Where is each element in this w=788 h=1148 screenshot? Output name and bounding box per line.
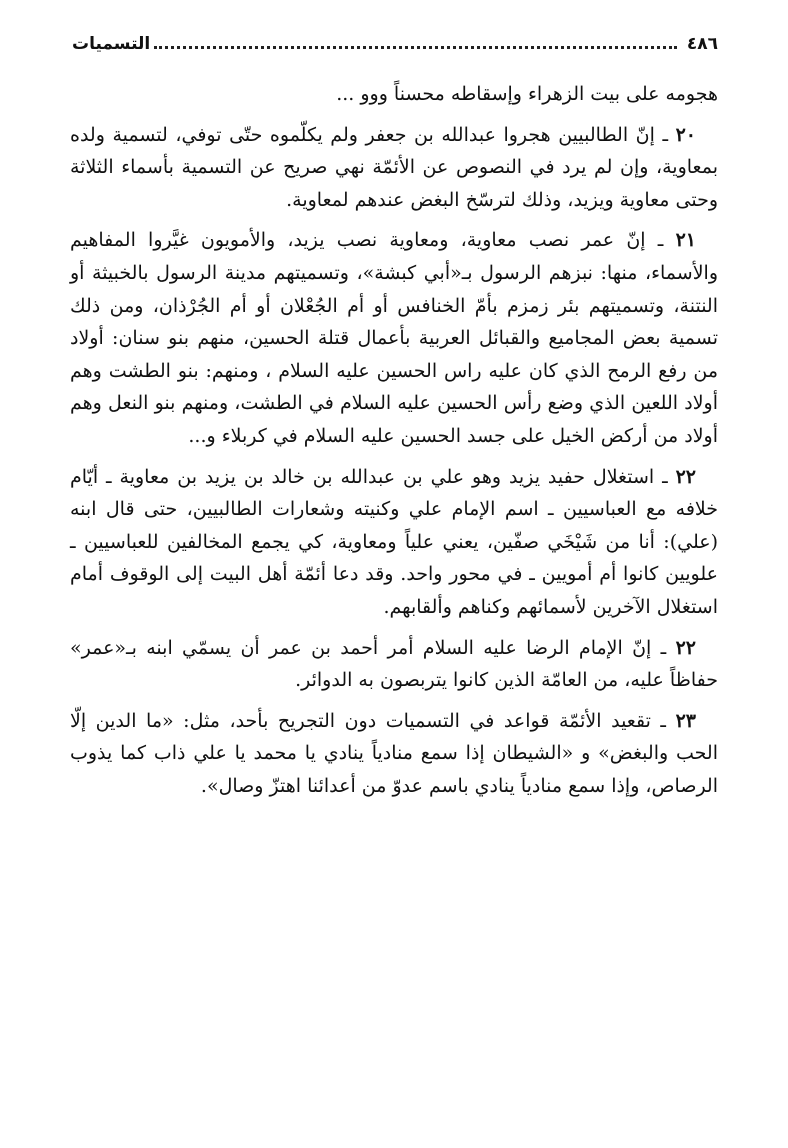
item-number: ٢٠ (675, 123, 696, 146)
paragraph-text: ـ تقعيد الأئمّة قواعد في التسميات دون التجريح بأحد، مثل: «ما الدين إلّا الحب والبغض» و «الشيطان إذا سمع منادياً ينادي يا محمد يا علي ذاب كما يذوب الرصاص، وإذا سمع منادياً ينادي باسم عدوّ من أعدائنا اهتزّ وصال». (70, 709, 718, 797)
item-number: ٢١ (675, 229, 696, 252)
item-number: ٢٣ (675, 709, 696, 732)
paragraph-item (70, 119, 718, 217)
paragraph-text: ـ إنّ عمر نصب معاوية، ومعاوية نصب يزيد، والأمويون غيَّروا المفاهيم والأسماء، منها: نبزهم الرسول بـ«أبي كبشة»، وتسميتهم مدينة الرسول بالخبيثة أو النتنة، وتسميتهم بئر زمزم بأمّ الخنافس أو أم الجُعْلان أو أم الجُرْذان، ومن ذلك تسمية بعض المجاميع والقبائل العربية بأعمال قتلة الحسين، منهم بنو سنان: أولاد من رفع الرمح الذي كان عليه راس الحسين عليه السلام ، ومنهم: بنو الطشت وهم أولاد اللعين الذي وضع رأس الحسين عليه السلام في الطشت، ومنهم بنو النعل وهم أولاد من أركض الخيل على جسد الحسين عليه السلام في كربلاء و... (70, 229, 718, 447)
paragraph-item (70, 224, 718, 452)
paragraph-text: هجومه على بيت الزهراء وإسقاطه محسناً ووو ... (336, 83, 718, 105)
paragraph-text: ـ استغلال حفيد يزيد وهو علي بن عبدالله بن خالد بن يزيد بن معاوية ـ أيّام خلافه مع العباسيين ـ اسم الإمام علي وكنيته وشعارات الطالبيين، حتى قال ابنه (علي): أنا من شَيْخَي صفّين، يعني علياً ومعاوية، كي يجمع المخالفين للعباسيين ـ علويين كانوا أم أمويين ـ في محور واحد. وقد دعا أئمّة أهل البيت إلى الوقوف أمام استغلال الآخرين لأسمائهم وكناهم وألقابهم. (70, 465, 718, 618)
paragraph-item (70, 632, 718, 697)
item-number: ٢٢ (675, 465, 696, 488)
running-header (72, 28, 718, 54)
paragraph-text: ـ إنّ الإمام الرضا عليه السلام أمر أحمد بن عمر أن يسمّي ابنه بـ«عمر» حفاظاً عليه، من العامّة الذين كانوا يتربصون به الدوائر. (70, 636, 718, 692)
chapter-title: التسميات (72, 34, 151, 54)
page-number: ٤٨٦ (686, 34, 718, 54)
item-number: ٢٢ (675, 636, 696, 659)
page-body (70, 78, 718, 810)
header-dot-leader (154, 46, 677, 49)
paragraph-item (70, 705, 718, 803)
paragraph-continuation (70, 78, 718, 111)
paragraph-item (70, 461, 718, 624)
paragraph-text: ـ إنّ الطالبيين هجروا عبدالله بن جعفر ولم يكلّموه حتّى توفي، لتسمية ولده بمعاوية، وإن لم يرد في النصوص عن الأئمّة نهي صريح عن التسمية بأسماء الثلاثة وحتى معاوية ويزيد، وذلك لترسّخ البغض عندهم لمعاوية. (70, 123, 718, 211)
